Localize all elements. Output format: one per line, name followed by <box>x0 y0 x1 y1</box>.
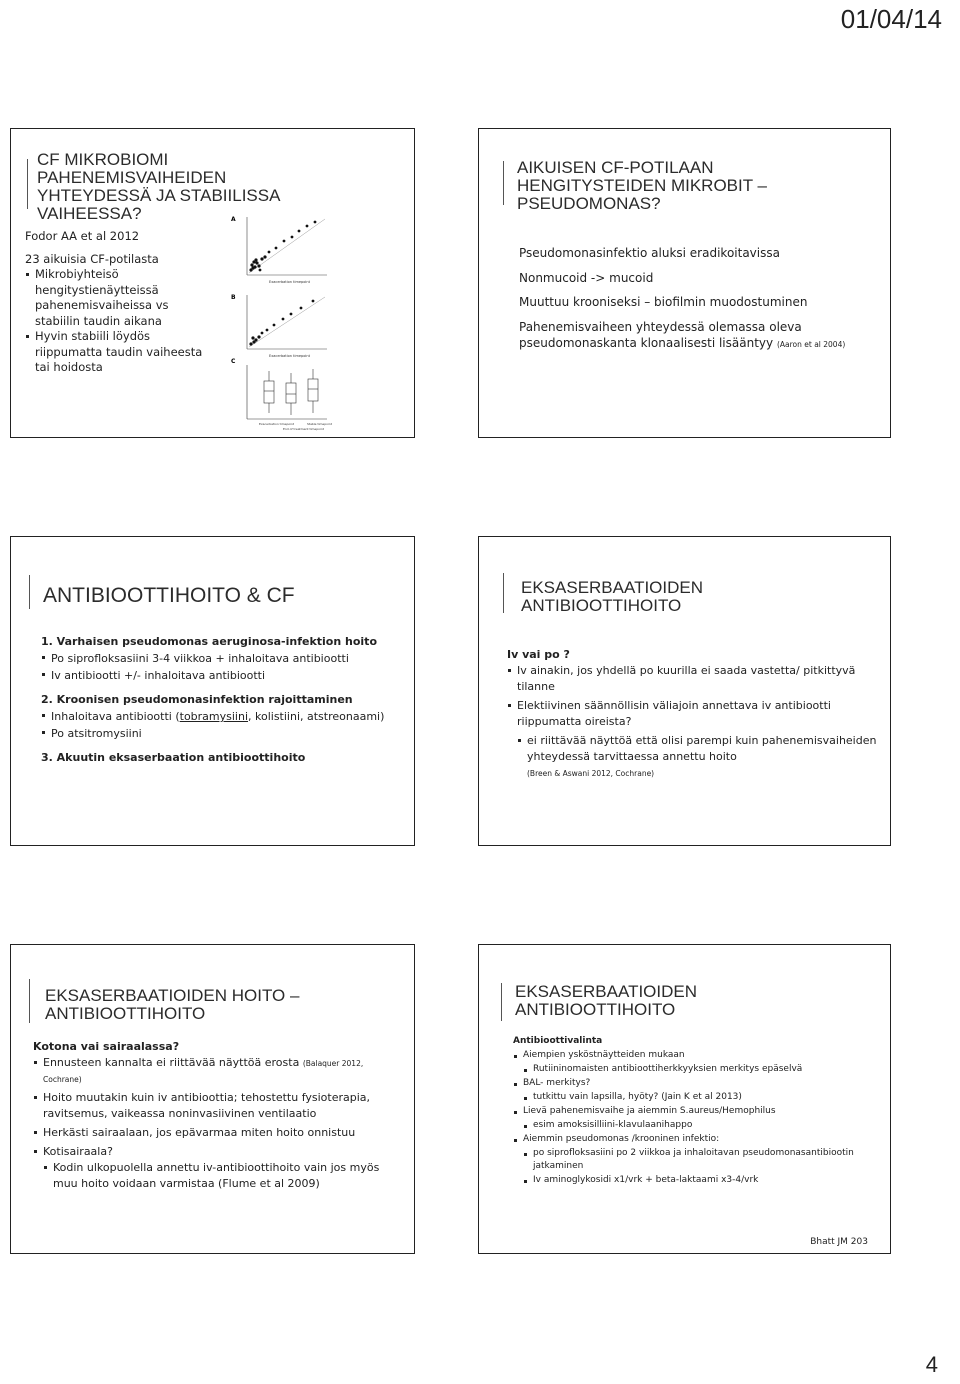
bullet-item: Mikrobiyhteisö hengitystienäytteissä pahenemisvaiheissa vs stabiilin taudin aikana <box>25 267 215 329</box>
slide-body <box>41 633 401 766</box>
box-label: End of treatment timepoint <box>283 427 324 431</box>
title-accent-bar <box>503 573 504 613</box>
bullet-item: Hoito muutakin kuin iv antibioottia; tehostettu fysioterapia, ravitsemus, vaikeassa noninvasiivinen ventilaatio <box>33 1090 393 1122</box>
sub-bullet-item: Rutiininomaisten antibioottiherkkyyksien merkitys epäselvä <box>513 1063 883 1077</box>
bullet-item: Lievä pahenemisvaihe ja aiemmin S.aureus/Hemophilus <box>513 1105 883 1119</box>
section-heading: 2. Kroonisen pseudomonasinfektion rajoittaminen <box>41 693 353 707</box>
sub-bullet-item: esim amoksisilliini-klavulaanihappo <box>513 1119 883 1133</box>
slide-body <box>513 1035 883 1188</box>
sub-bullet-item: Iv aminoglykosidi x1/vrk + beta-laktaami x3-4/vrk <box>513 1174 883 1188</box>
text-line: Pseudomonasinfektio aluksi eradikoitavissa <box>519 246 780 260</box>
slide-title: ANTIBIOOTTIHOITO & CF <box>43 584 295 607</box>
slide-title: EKSASERBAATIOIDEN ANTIBIOOTTIHOITO <box>515 982 698 1019</box>
sub-bullet-item: ei riittävää näyttöä että olisi parempi kuin pahenemisvaiheiden yhteydessä tarvittaessa annettu hoito <box>507 733 877 765</box>
sub-bullet-item: Kodin ulkopuolella annettu iv-antibioottihoito vain jos myös muu hoito voidaan varmistaa (Flume et al 2009) <box>33 1160 393 1192</box>
slide-title: CF MIKROBIOMI PAHENEMISVAIHEIDEN YHTEYDESSÄ JA STABIILISSA VAIHEESSA? <box>37 150 280 223</box>
panel-label-b: B <box>231 294 236 301</box>
title-accent-bar <box>29 979 30 1023</box>
bullet-item: Herkästi sairaalaan, jos epävarmaa miten hoito onnistuu <box>33 1125 393 1141</box>
title-accent-bar <box>27 159 28 209</box>
text-line: Muuttuu krooniseksi – biofilmin muodostuminen <box>519 295 808 310</box>
reference: Fodor AA et al 2012 <box>25 229 140 243</box>
study-figure <box>229 213 332 435</box>
bullet-item: Iv antibiootti +/- inhaloitava antibiootti <box>41 667 401 684</box>
bullet-item: Po siprofloksasiini 3-4 viikkoa + inhaloitava antibiootti <box>41 650 401 667</box>
box-label: Stable timepoint <box>307 422 332 426</box>
figure-graphic <box>229 213 332 435</box>
title-accent-bar <box>501 983 502 1021</box>
bullet-item: Inhaloitava antibiootti (tobramysiini, kolistiini, atstreonaami) <box>41 708 401 725</box>
slide-4 <box>478 536 891 846</box>
text-line: Nonmucoid -> mucoid <box>519 270 654 285</box>
bullet-item: Elektiivinen säännöllisin väliajoin annettava iv antibiootti riippumatta oireista? <box>507 698 877 730</box>
slide-title: AIKUISEN CF-POTILAAN HENGITYSTEIDEN MIKROBIT – PSEUDOMONAS? <box>517 158 768 213</box>
slide-title: EKSASERBAATIOIDEN HOITO –ANTIBIOOTTIHOITO <box>45 986 300 1023</box>
bullet-item: Iv ainakin, jos yhdellä po kuurilla ei saada vastetta/ pitkittyvä tilanne <box>507 663 877 695</box>
slide-3 <box>10 536 415 846</box>
x-axis-label: Exacerbation timepoint <box>269 280 310 284</box>
slide-6 <box>478 944 891 1254</box>
text-line: Pahenemisvaiheen yhteydessä olemassa oleva pseudomonaskanta klonaalisesti lisääntyy (Aaron et al 2004) <box>519 319 846 351</box>
bullet-item: Aiempien ysköstnäytteiden mukaan <box>513 1049 883 1063</box>
bullet-item: Hyvin stabiili löydös riippumatta taudin vaiheesta tai hoidosta <box>25 329 215 376</box>
sub-bullet-item: po siprofloksasiini po 2 viikkoa ja inhaloitavan pseudomonasantibiootin jatkaminen <box>513 1147 883 1175</box>
bullet-item: BAL- merkitys? <box>513 1077 883 1091</box>
section-heading: 3. Akuutin eksaserbaation antibioottihoito <box>41 751 306 765</box>
bullet-item: Aiemmin pseudomonas /krooninen infektio: <box>513 1133 883 1147</box>
boxplot-panel-c <box>247 365 327 419</box>
scatter-panel-b <box>247 295 327 358</box>
intro-text: 23 aikuisia CF-potilasta <box>25 251 159 266</box>
title-accent-bar <box>503 161 504 205</box>
question-heading: Kotona vai sairaalassa? <box>33 1040 180 1053</box>
question-heading: Iv vai po ? <box>507 648 570 661</box>
scatter-panel-a <box>247 217 327 284</box>
citation: (Balaquer 2012, Cochrane) <box>43 1058 364 1084</box>
panel-label-a: A <box>231 216 236 223</box>
citation: Bhatt JM 203 <box>810 1237 868 1247</box>
section-heading: Antibioottivalinta <box>513 1036 603 1046</box>
slide-1 <box>10 128 415 438</box>
slide-body <box>33 1039 393 1191</box>
citation: (Breen & Aswani 2012, Cochrane) <box>527 768 655 778</box>
page-number: 4 <box>925 1352 938 1377</box>
slide-2 <box>478 128 891 438</box>
slide-body <box>507 647 877 781</box>
citation: (Aaron et al 2004) <box>776 340 846 350</box>
bullet-item: Kotisairaala? <box>33 1144 393 1160</box>
title-accent-bar <box>29 575 30 609</box>
bullet-item: Ennusteen kannalta ei riittävää näyttöä erosta (Balaquer 2012, Cochrane) <box>33 1055 393 1087</box>
slide-body <box>25 229 215 376</box>
page-date: 01/04/14 <box>840 4 942 34</box>
slide-body <box>519 245 859 352</box>
x-axis-label: Exacerbation timepoint <box>269 354 310 358</box>
panel-label-c: C <box>231 358 236 365</box>
sub-bullet-item: tutkittu vain lapsilla, hyöty? (Jain K et al 2013) <box>513 1091 883 1105</box>
slide-5 <box>10 944 415 1254</box>
slide-title: EKSASERBAATIOIDEN ANTIBIOOTTIHOITO <box>521 578 704 615</box>
section-heading: 1. Varhaisen pseudomonas aeruginosa-infektion hoito <box>41 635 377 648</box>
bullet-item: Po atsitromysiini <box>41 725 401 742</box>
box-label: Exacerbation timepoint <box>259 422 295 426</box>
